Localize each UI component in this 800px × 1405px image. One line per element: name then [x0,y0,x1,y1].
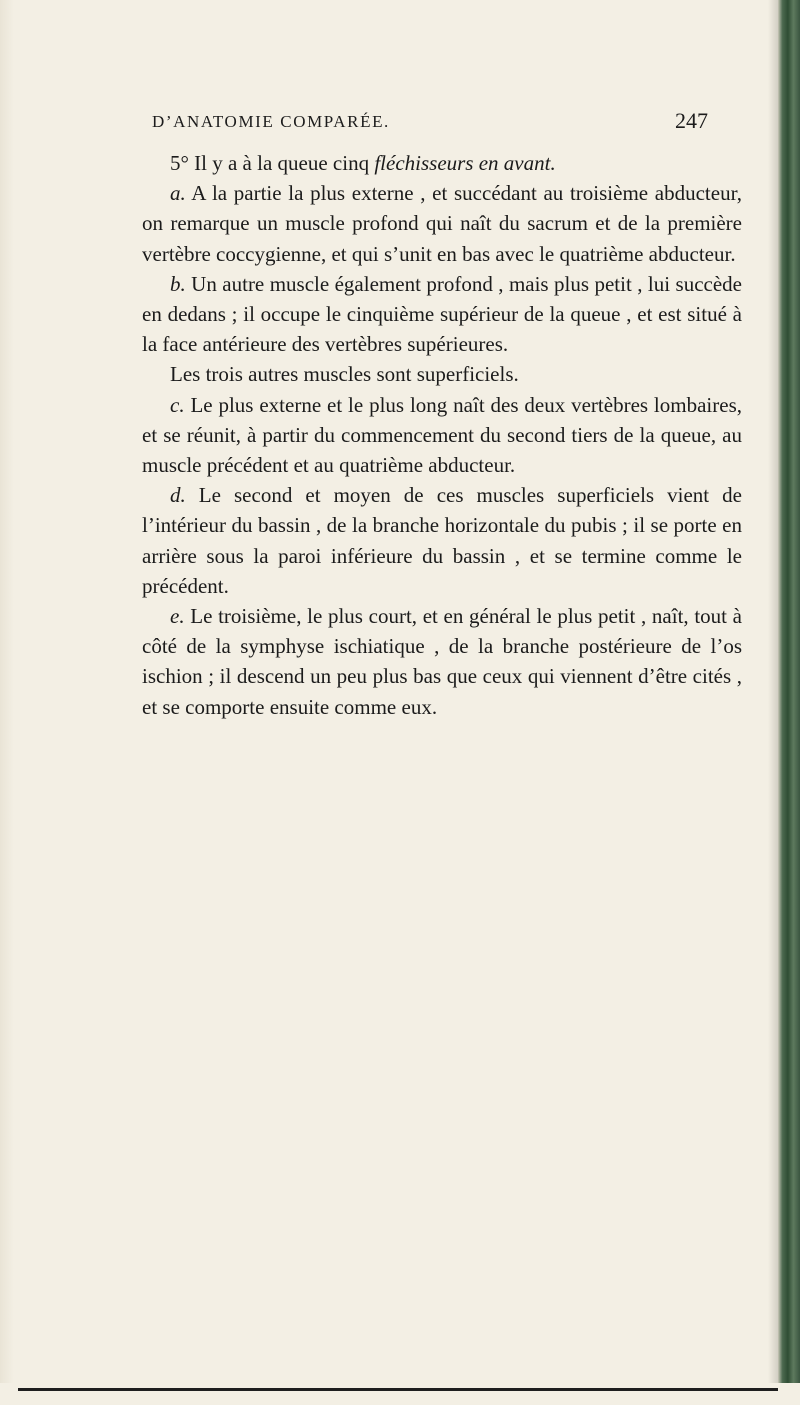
paragraph-marker-b: b. [170,271,186,296]
page-header [152,108,712,142]
paragraph-text-b: Un autre muscle également profond , mais plus petit , lui succède en dedans ; il occupe le cinquième supérieur de la queue , et est situé à la face antérieure des vertèbres supérieures. [142,271,742,357]
paragraph-e [142,601,742,722]
paragraph-b [142,269,742,360]
paragraph-marker-d: d. [170,483,186,508]
paragraph-superficial [142,359,742,389]
paragraph-text-superficial: Les trois autres muscles sont superficiels. [170,362,519,387]
binding-shadow [768,0,778,1405]
paragraph-text-d: Le second et moyen de ces muscles superficiels vient de l’intérieur du bassin , de la branche horizontale du pubis ; il se porte en arrière sous la paroi inférieure du bassin , et se termine comme le précédent. [142,483,742,598]
paragraph-marker-a: a. [170,181,186,206]
paragraph-c [142,390,742,481]
heading-intro: 5° Il y a à la queue cinq [170,151,375,175]
paragraph-text-e: Le troisième, le plus court, et en général le plus petit , naît, tout à côté de la symphyse ischiatique , de la branche postérieure de l’os ischion ; il descend un peu plus bas que ceux qui viennent d’être cités , et se comporte ensuite comme eux. [142,604,742,719]
page-number: 247 [675,108,708,133]
page-bottom-rule [18,1388,778,1391]
paragraph-text-a: A la partie la plus externe , et succédant au troisième abducteur, on remarque un muscle profond qui naît du sacrum et de la première vertèbre coccygienne, et qui s’unit en bas avec le quatrième abducteur. [142,181,742,266]
page-left-edge [0,0,14,1405]
paragraph-marker-e: e. [170,604,185,629]
body-text [142,148,742,722]
running-head: D’ANATOMIE COMPARÉE. [152,112,390,131]
paragraph-text-c: Le plus externe et le plus long naît des deux vertèbres lombaires, et se réunit, à partir du commencement du second tiers de la queue, au muscle précédent et au quatrième abducteur. [142,392,742,478]
paragraph-d [142,480,742,601]
page-bottom-margin [0,1383,800,1405]
heading-italic: fléchisseurs en avant. [374,151,556,175]
paragraph-marker-c: c. [170,392,185,417]
paragraph-a [142,178,742,269]
paragraph-heading-5 [142,148,742,178]
book-binding-edge [778,0,800,1405]
